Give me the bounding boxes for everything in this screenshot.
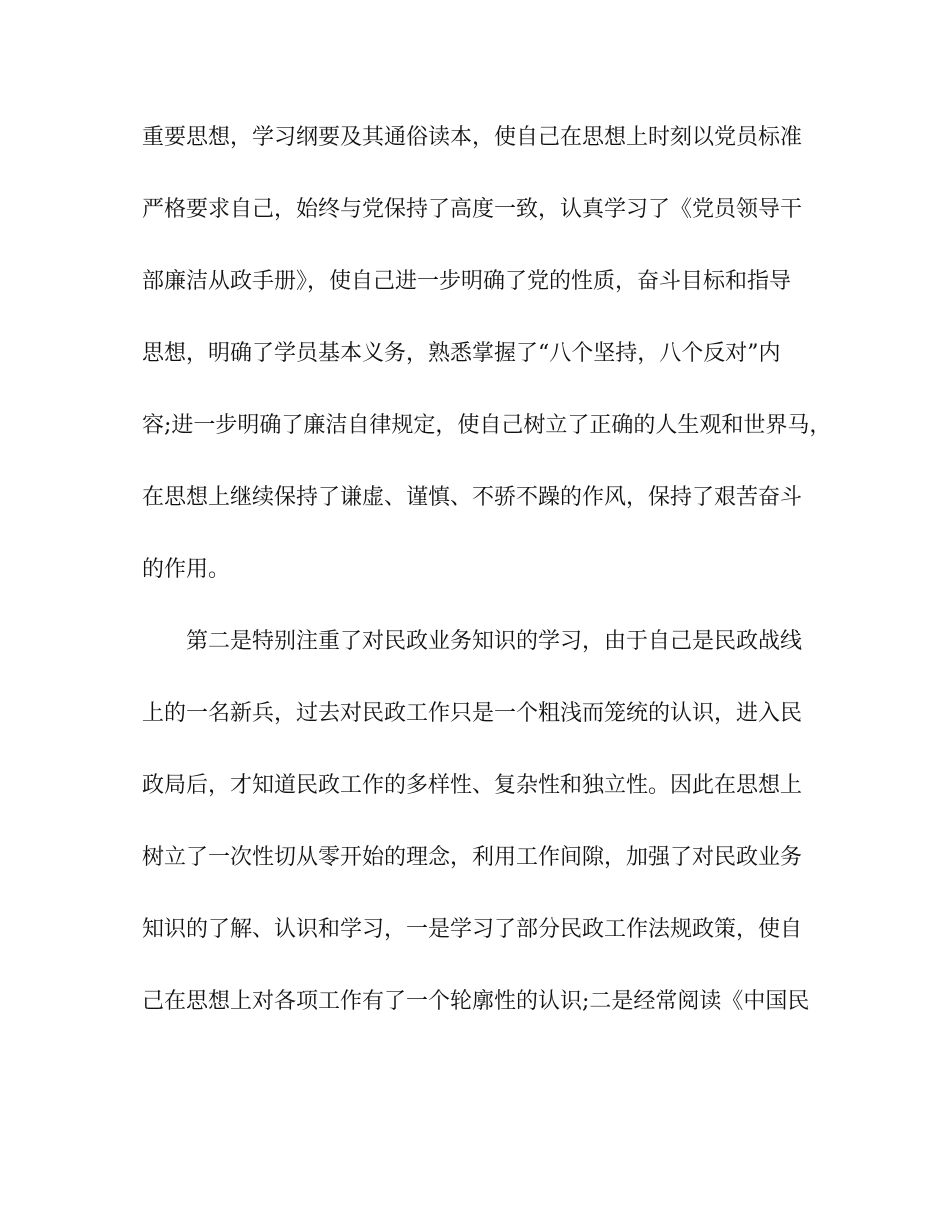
text-line: 树立了一次性切从零开始的理念，利用工作间隙，加强了对民政业务 [142,845,803,870]
text-line: 在思想上继续保持了谦虚、谨慎、不骄不躁的作风，保持了艰苦奋斗 [142,485,803,510]
text-line: 严格要求自己，始终与党保持了高度一致，认真学习了《党员领导干 [142,197,803,222]
text-line: 政局后，才知道民政工作的多样性、复杂性和独立性。因此在思想上 [142,773,803,798]
paragraph-first-line: 第二是特别注重了对民政业务知识的学习，由于自己是民政战线 [186,629,803,654]
text-line: 知识的了解、认识和学习，一是学习了部分民政工作法规政策，使自 [142,917,803,942]
text-line: 部廉洁从政手册》，使自己进一步明确了党的性质，奋斗目标和指导 [142,269,792,294]
text-line: 重要思想，学习纲要及其通俗读本，使自己在思想上时刻以党员标准 [142,125,803,150]
text-line: 的作用。 [142,557,231,582]
text-line: 己在思想上对各项工作有了一个轮廓性的认识;二是经常阅读《中国民 [142,989,810,1014]
text-line: 容;进一步明确了廉洁自律规定，使自己树立了正确的人生观和世界马， [142,413,832,438]
text-line: 上的一名新兵，过去对民政工作只是一个粗浅而笼统的认识，进入民 [142,701,803,726]
body-text [142,123,832,1059]
text-line: 思想，明确了学员基本义务，熟悉掌握了“八个坚持，八个反对”内 [142,341,781,366]
